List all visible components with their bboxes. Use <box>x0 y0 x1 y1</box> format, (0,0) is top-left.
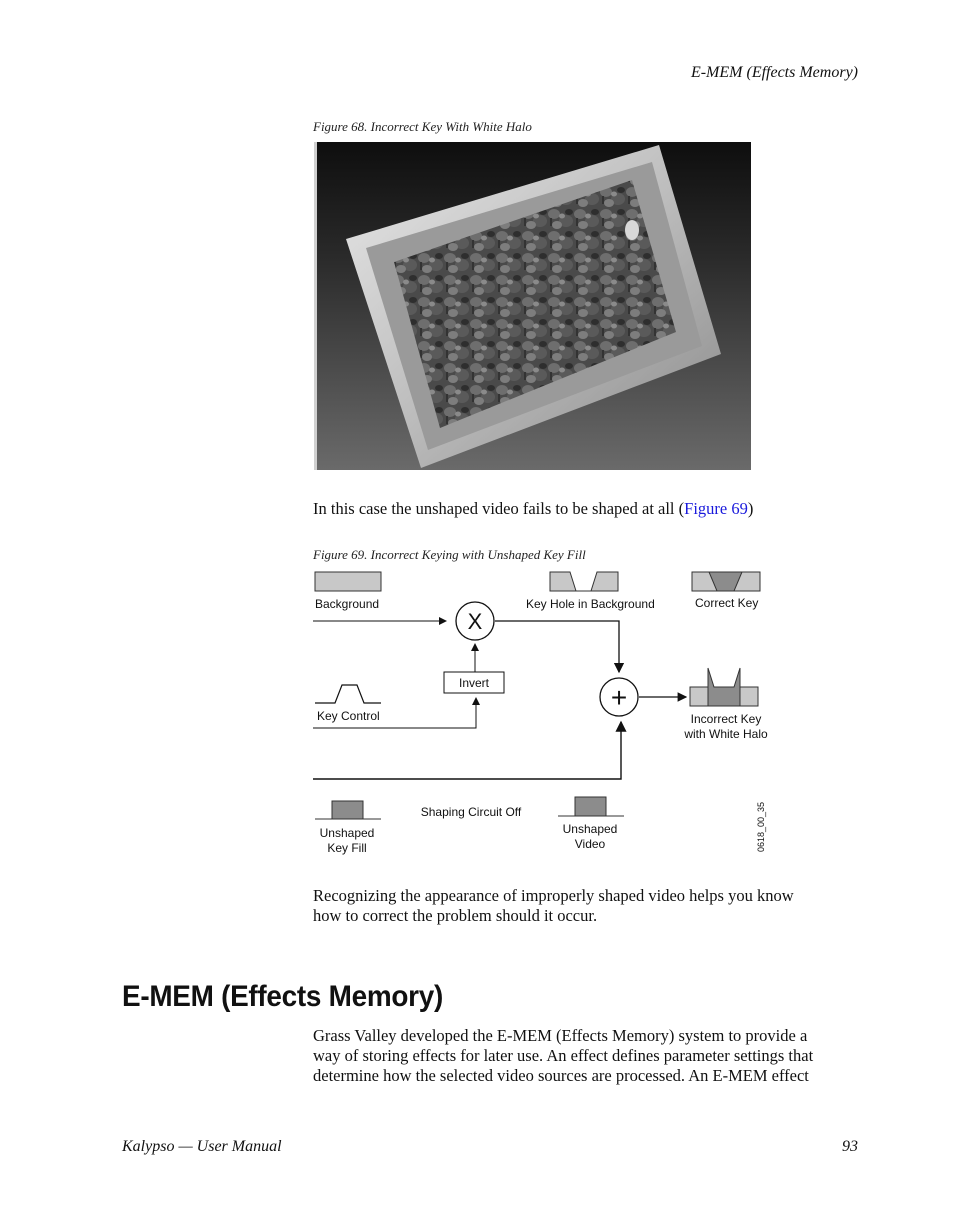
figure-69-link[interactable]: Figure 69 <box>684 499 748 518</box>
figure-68-image <box>314 142 751 470</box>
paragraph-text: In this case the unshaped video fails to be shaped at all ( <box>313 499 685 518</box>
correct-key-signal-icon <box>692 572 760 591</box>
incorrect-key-label-line1: Incorrect Key <box>690 712 762 726</box>
figure-68-caption: Figure 68. Incorrect Key With White Halo <box>313 119 532 134</box>
background-signal-icon <box>315 572 381 591</box>
unshaped-key-fill-label-line2: Key Fill <box>327 841 367 855</box>
correct-key-label: Correct Key <box>695 596 759 610</box>
unshaped-video-label-line2: Video <box>574 837 606 851</box>
key-hole-label: Key Hole in Background <box>526 597 655 611</box>
paragraph-figure-ref <box>313 499 753 519</box>
section-heading: E-MEM (Effects Memory) <box>122 980 443 1013</box>
paragraph-emem-intro <box>313 1026 813 1086</box>
keying-block-diagram <box>305 562 785 862</box>
unshaped-video-signal-icon <box>558 797 624 816</box>
paragraph-line: Grass Valley developed the E-MEM (Effects Memory) system to provide a <box>313 1026 808 1045</box>
unshaped-key-fill-label-line1: Unshaped <box>319 826 375 840</box>
running-header: E-MEM (Effects Memory) <box>690 64 858 81</box>
page-number: 93 <box>842 1138 858 1155</box>
shaping-off-label: Shaping Circuit Off <box>420 805 522 819</box>
add-symbol: + <box>610 682 628 713</box>
unshaped-key-fill-signal-icon <box>315 801 381 819</box>
paragraph-text-end: ) <box>747 499 754 518</box>
incorrect-key-signal-icon <box>690 668 758 706</box>
invert-label: Invert <box>458 676 490 690</box>
paragraph-line: determine how the selected video sources are processed. An E-MEM effect <box>313 1066 809 1085</box>
figure-69-diagram <box>305 562 785 862</box>
background-label: Background <box>315 597 380 611</box>
paragraph-line: Recognizing the appearance of improperly shaped video helps you know <box>313 886 794 905</box>
footer-title: Kalypso — User Manual <box>122 1138 282 1155</box>
paragraph-line: how to correct the problem should it occur. <box>313 906 598 925</box>
key-hole-signal-icon <box>550 572 618 591</box>
figure-69-caption: Figure 69. Incorrect Keying with Unshaped Key Fill <box>313 547 586 562</box>
paragraph-line: way of storing effects for later use. An effect defines parameter settings that <box>313 1046 814 1065</box>
key-control-signal-icon <box>315 685 381 703</box>
incorrect-key-label-line2: with White Halo <box>684 727 768 741</box>
key-control-label: Key Control <box>317 709 380 723</box>
multiply-symbol: X <box>467 609 483 634</box>
paragraph-recognizing <box>313 886 794 926</box>
figure-code: 0618_00_35 <box>756 801 766 852</box>
key-halo-photo <box>314 142 751 470</box>
unshaped-video-label-line1: Unshaped <box>562 822 618 836</box>
